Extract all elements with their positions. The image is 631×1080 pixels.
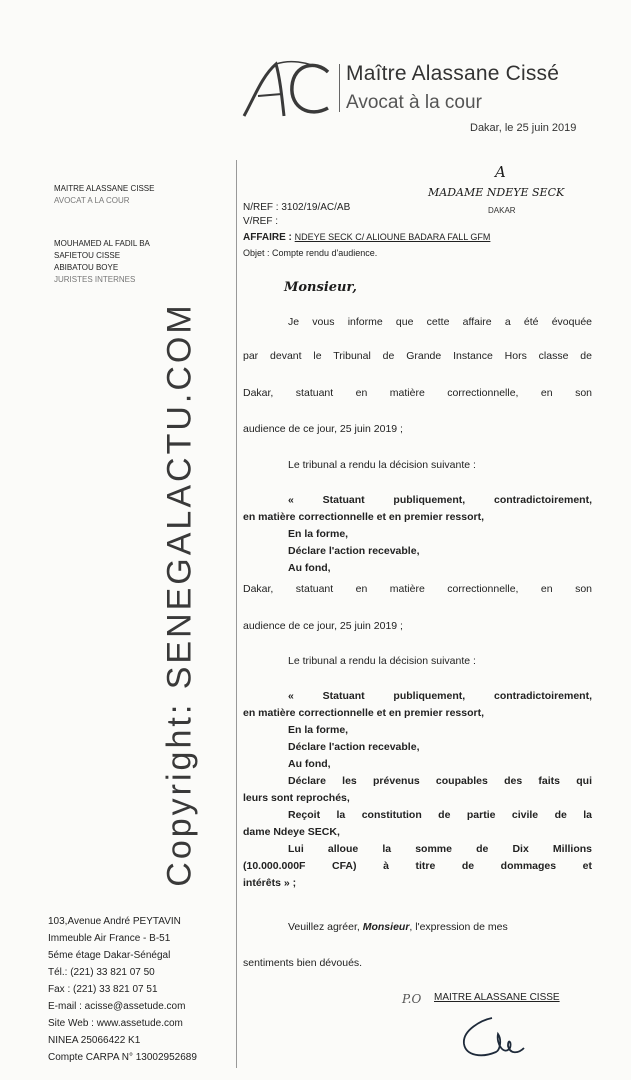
body-line: Le tribunal a rendu la décision suivante :	[288, 655, 476, 667]
quote-line: Déclare l'action recevable,	[288, 741, 420, 753]
quote-line: Lui alloue la somme de Dix Millions	[288, 843, 592, 855]
address-line: Immeuble Air France - B-51	[48, 933, 171, 944]
salutation: Monsieur,	[284, 280, 357, 295]
case-line	[243, 232, 490, 243]
copyright-watermark: Copyright: SENEGALACTU.COM	[160, 302, 199, 887]
firm-subtitle: Avocat à la cour	[346, 92, 482, 113]
website: Site Web : www.assetude.com	[48, 1018, 183, 1029]
quote-line: « Statuant publiquement, contradictoirement,	[288, 494, 592, 506]
body-line: Dakar, statuant en matière correctionnelle, en son	[243, 387, 592, 399]
handwritten-signature	[452, 1010, 542, 1065]
quote-line: Déclare les prévenus coupables des faits qui	[288, 775, 592, 787]
quote-line: « Statuant publiquement, contradictoirement,	[288, 690, 592, 702]
quote-line: leurs sont reprochés,	[243, 792, 350, 804]
email: E-mail : acisse@assetude.com	[48, 1001, 186, 1012]
our-reference: N/REF : 3102/19/AC/AB	[243, 202, 351, 213]
quote-line: Déclare l'action recevable,	[288, 545, 420, 557]
signature-po: P.O	[402, 992, 422, 1006]
body-line: audience de ce jour, 25 juin 2019 ;	[243, 620, 403, 632]
quote-line: intérêts » ;	[243, 877, 297, 889]
quote-line: Reçoit la constitution de partie civile de la	[288, 809, 592, 821]
closing-address: Monsieur	[362, 921, 410, 933]
jurist-name: MOUHAMED AL FADIL BA	[54, 239, 150, 248]
lawyer-name: MAITRE ALASSANE CISSE	[54, 184, 155, 193]
address-line: 5éme étage Dakar-Sénégal	[48, 950, 171, 961]
column-divider	[236, 160, 237, 1068]
quote-line: Au fond,	[288, 758, 331, 770]
carpa-account: Compte CARPA N° 13002952689	[48, 1052, 197, 1063]
jurist-name: ABIBATOU BOYE	[54, 263, 119, 272]
jurists-block	[54, 238, 150, 286]
address-line: 103,Avenue André PEYTAVIN	[48, 916, 181, 927]
quote-line: En la forme,	[288, 724, 349, 736]
phone: Tél.: (221) 33 821 07 50	[48, 967, 155, 978]
subject-line: Objet : Compte rendu d'audience.	[243, 248, 378, 258]
quote-line: dame Ndeye SECK,	[243, 826, 340, 838]
firm-name: Maître Alassane Cissé	[346, 62, 560, 85]
verdict-quote-1	[243, 492, 592, 577]
verdict-quote-2	[243, 688, 592, 892]
closing-line: sentiments bien dévoués.	[243, 957, 363, 969]
recipient-name: MADAME NDEYE SECK	[428, 186, 565, 199]
body-line: Dakar, statuant en matière correctionnelle, en son	[243, 583, 592, 595]
closing-text: Veuillez agréer,	[288, 921, 360, 933]
lawyer-block	[54, 183, 154, 207]
quote-line: en matière correctionnelle et en premier ressort,	[243, 511, 485, 523]
body-line: par devant le Tribunal de Grande Instance Hors classe de	[243, 350, 592, 362]
ninea: NINEA 25066422 K1	[48, 1035, 141, 1046]
jurist-name: SAFIETOU CISSE	[54, 251, 121, 260]
body-line: Je vous informe que cette affaire a été évoquée	[288, 316, 592, 328]
case-value: NDEYE SECK C/ ALIOUNE BADARA FALL GFM	[294, 232, 491, 242]
quote-line: Au fond,	[288, 562, 331, 574]
jurists-title: JURISTES INTERNES	[54, 275, 136, 284]
recipient-city: DAKAR	[488, 206, 516, 215]
closing-line	[288, 921, 592, 933]
quote-line: (10.000.000F CFA) à titre de dommages et	[243, 860, 592, 872]
header-divider	[339, 64, 340, 112]
quote-line: en matière correctionnelle et en premier ressort,	[243, 707, 485, 719]
closing-text: , l'expression de mes	[409, 921, 508, 933]
signatory-name: MAITRE ALASSANE CISSE	[434, 992, 560, 1003]
body-line: Le tribunal a rendu la décision suivante :	[288, 459, 476, 471]
body-line: audience de ce jour, 25 juin 2019 ;	[243, 423, 403, 435]
quote-line: En la forme,	[288, 528, 349, 540]
fax: Fax : (221) 33 821 07 51	[48, 984, 158, 995]
recipient-a: A	[495, 163, 506, 181]
your-reference: V/REF :	[243, 216, 279, 227]
lawyer-title: AVOCAT A LA COUR	[54, 196, 130, 205]
firm-logo	[236, 58, 336, 120]
case-label: AFFAIRE :	[243, 232, 292, 243]
letter-date: Dakar, le 25 juin 2019	[470, 122, 577, 134]
